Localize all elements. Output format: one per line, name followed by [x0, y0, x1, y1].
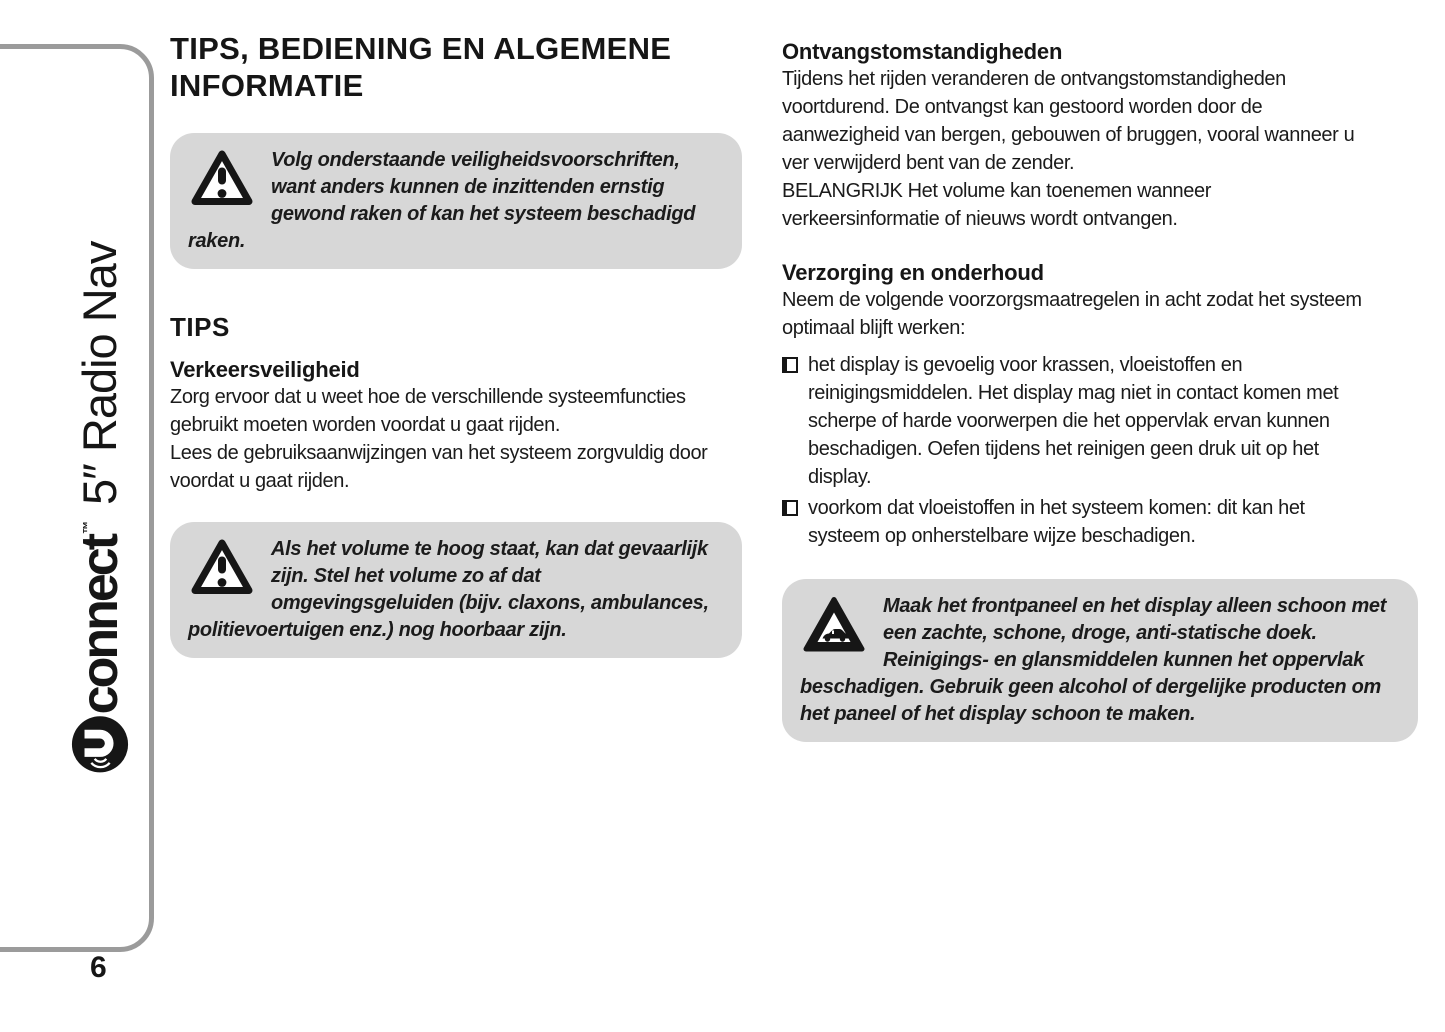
- car-warning-triangle-icon: [802, 595, 866, 653]
- warning-box-volume: [170, 522, 742, 658]
- warning-volume-text: Als het volume te hoog staat, kan dat gevaarlijk zijn. Stel het volume zo af dat omgevingsgeluiden (bijv. claxons, ambulances, politievoertuigen enz.) nog hoorbaar zijn.: [188, 538, 709, 641]
- trademark-symbol: ™: [80, 520, 95, 534]
- warning-box-safety: [170, 133, 742, 269]
- warning-box-cleaning: [782, 579, 1418, 742]
- care-bullet-1: het display is gevoelig voor krassen, vloeistoffen en reinigingsmiddelen. Het display mag niet in contact komen met scherpe of harde voorwerpen die het oppervlak ervan kunnen beschadigen. Oefen tijdens het reinigen geen druk uit op het display.: [808, 354, 1339, 488]
- page-title: TIPS, BEDIENING EN ALGEMENE INFORMATIE: [170, 31, 672, 103]
- square-bullet-icon: [782, 500, 798, 516]
- care-intro: Neem de volgende voorzorgsmaatregelen in acht zodat het systeem optimaal blijft werken:: [782, 289, 1362, 339]
- square-bullet-icon: [782, 357, 798, 373]
- traffic-safety-para-1: Zorg ervoor dat u weet hoe de verschillende systeemfuncties gebruikt moeten worden voordat u gaat rijden.: [170, 386, 686, 436]
- warning-safety-text: Volg onderstaande veiligheidsvoorschriften, want anders kunnen de inzittenden ernstig gewond raken of kan het systeem beschadigd raken.: [188, 149, 696, 252]
- right-column: [782, 30, 1387, 742]
- left-column: [170, 30, 742, 658]
- warning-cleaning-text: Maak het frontpaneel en het display alleen schoon met een zachte, schone, droge, anti-statische doek. Reinigings- en glansmiddelen kunnen het oppervlak beschadigen. Gebruik geen alcohol of dergelijke producten om het paneel of het display schoon te maken.: [800, 595, 1387, 725]
- list-item: [782, 351, 1362, 491]
- brand-model-label: 5″ Radio Nav: [73, 241, 126, 505]
- important-note: BELANGRIJK Het volume kan toenemen wanneer verkeersinformatie of nieuws wordt ontvangen.: [782, 180, 1211, 230]
- care-bullet-list: [782, 351, 1362, 550]
- brand-connect-label: connect: [71, 535, 129, 715]
- page-number: 6: [90, 951, 107, 984]
- traffic-safety-para-2: Lees de gebruiksaanwijzingen van het systeem zorgvuldig door voordat u gaat rijden.: [170, 442, 708, 492]
- reception-heading: Ontvangstomstandigheden: [782, 39, 1063, 64]
- care-heading: Verzorging en onderhoud: [782, 260, 1044, 285]
- care-bullet-2: voorkom dat vloeistoffen in het systeem komen: dit kan het systeem op onherstelbare wijze beschadigen.: [808, 497, 1305, 547]
- reception-para: Tijdens het rijden veranderen de ontvangstomstandigheden voortdurend. De ontvangst kan gestoord worden door de aanwezigheid van bergen, gebouwen of bruggen, vooral wanneer u ver verwijderd bent van de zender.: [782, 68, 1355, 174]
- list-item: [782, 494, 1362, 550]
- tips-heading: TIPS: [170, 312, 230, 342]
- uconnect-logo-icon: [70, 714, 130, 774]
- traffic-safety-heading: Verkeersveiligheid: [170, 357, 360, 382]
- warning-triangle-icon: [190, 149, 254, 207]
- uconnect-brand: [70, 242, 130, 775]
- warning-triangle-icon: [190, 538, 254, 596]
